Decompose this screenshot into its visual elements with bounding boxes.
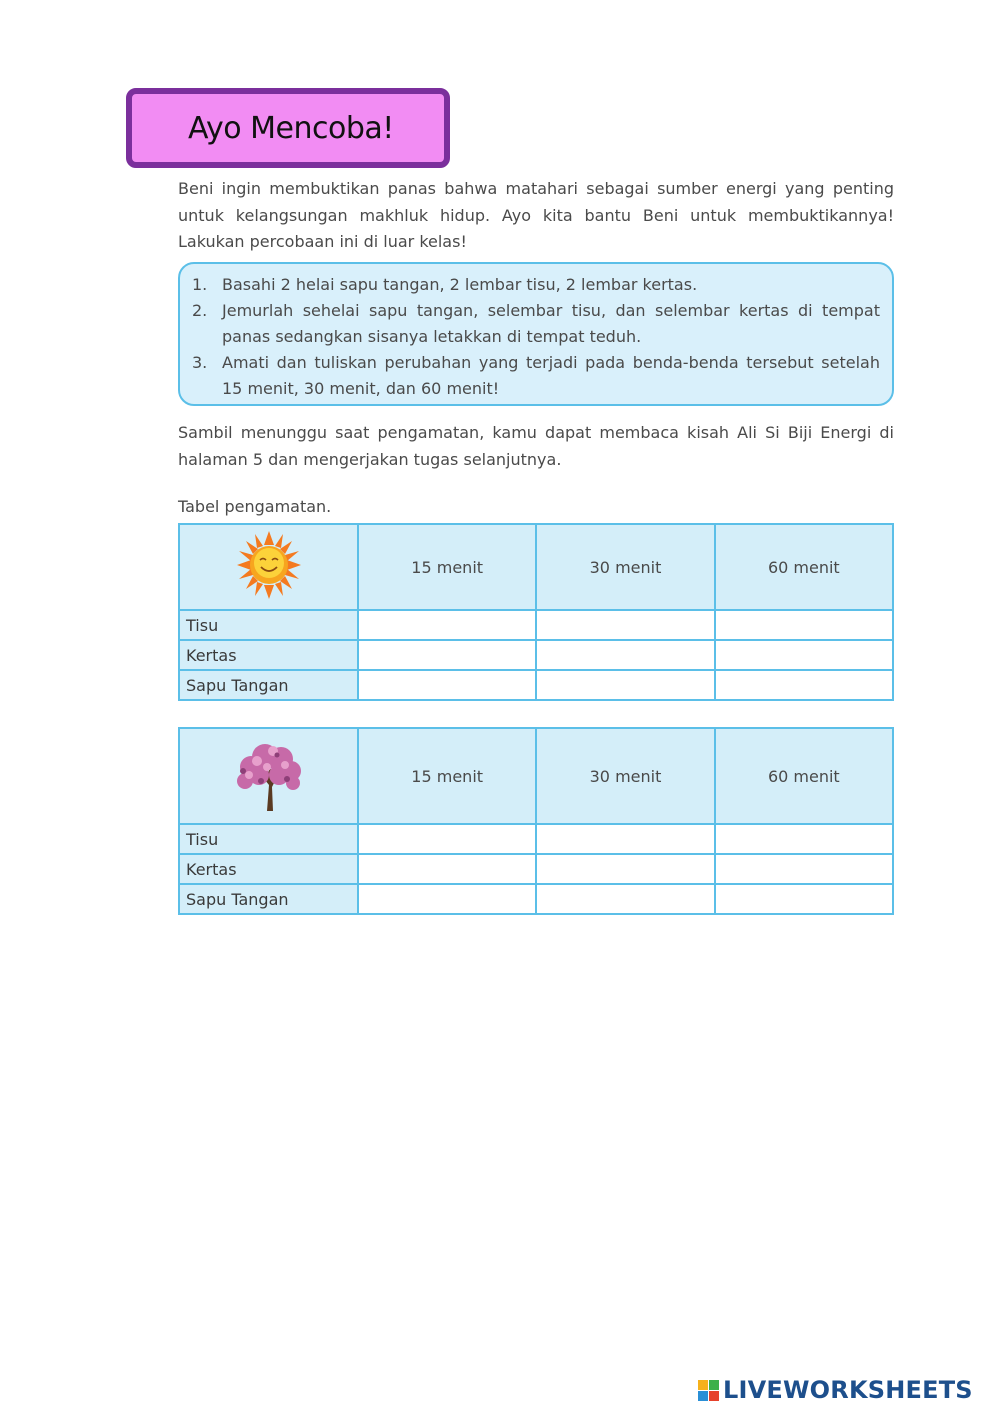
row-label: Sapu Tangan [179,884,358,914]
logo-text: LIVEWORKSHEETS [723,1376,973,1404]
answer-cell[interactable] [715,854,893,884]
icon-cell [179,728,358,824]
row-label: Sapu Tangan [179,670,358,700]
row-label: Kertas [179,854,358,884]
column-header: 30 menit [536,728,714,824]
answer-cell[interactable] [358,884,536,914]
steps-list [192,272,880,402]
table-row [179,640,893,670]
answer-cell[interactable] [358,670,536,700]
liveworksheets-logo [698,1376,973,1404]
instructions-box [178,262,894,406]
column-header: 60 menit [715,524,893,610]
answer-cell[interactable] [536,640,714,670]
step-item [192,350,880,402]
answer-cell[interactable] [536,824,714,854]
answer-cell[interactable] [358,854,536,884]
step-item [192,272,880,298]
answer-cell[interactable] [536,610,714,640]
step-text: Basahi 2 helai sapu tangan, 2 lembar tisu, 2 lembar kertas. [222,275,698,294]
table-header-row [179,728,893,824]
tree-icon [231,737,307,811]
answer-cell[interactable] [536,670,714,700]
step-text: Jemurlah sehelai sapu tangan, selembar tisu, dan selembar kertas di tempat panas sedangkan sisanya letakkan di tempat teduh. [222,301,880,346]
observation-table-sun [178,523,894,701]
row-label: Kertas [179,640,358,670]
column-header: 15 menit [358,524,536,610]
step-number: 1. [192,275,208,294]
answer-cell[interactable] [358,640,536,670]
step-item [192,298,880,350]
step-number: 3. [192,353,208,372]
table-row [179,824,893,854]
intro-paragraph: Beni ingin membuktikan panas bahwa matahari sebagai sumber energi yang penting untuk kelangsungan makhluk hidup. Ayo kita bantu Beni untuk membuktikannya! Lakukan percobaan ini di luar kelas! [178,179,894,251]
row-label: Tisu [179,824,358,854]
table-row [179,610,893,640]
column-header: 15 menit [358,728,536,824]
step-text: Amati dan tuliskan perubahan yang terjadi pada benda-benda tersebut setelah 15 menit, 30 menit, dan 60 menit! [222,353,880,398]
answer-cell[interactable] [715,824,893,854]
answer-cell[interactable] [715,640,893,670]
logo-icon [698,1380,719,1401]
row-label: Tisu [179,610,358,640]
title-banner [126,88,450,168]
column-header: 30 menit [536,524,714,610]
observation-table-shade [178,727,894,915]
page-title: Ayo Mencoba! [188,110,394,146]
answer-cell[interactable] [536,854,714,884]
answer-cell[interactable] [715,670,893,700]
answer-cell[interactable] [358,610,536,640]
table-row [179,884,893,914]
step-number: 2. [192,301,208,320]
reading-paragraph: Sambil menunggu saat pengamatan, kamu dapat membaca kisah Ali Si Biji Energi di halaman 5 dan mengerjakan tugas selanjutnya. [178,423,894,469]
answer-cell[interactable] [536,884,714,914]
icon-cell [179,524,358,610]
table-header-row [179,524,893,610]
answer-cell[interactable] [715,610,893,640]
table-caption: Tabel pengamatan. [178,497,332,516]
table-row [179,854,893,884]
column-header: 60 menit [715,728,893,824]
answer-cell[interactable] [358,824,536,854]
sun-icon [237,531,301,599]
answer-cell[interactable] [715,884,893,914]
table-row [179,670,893,700]
